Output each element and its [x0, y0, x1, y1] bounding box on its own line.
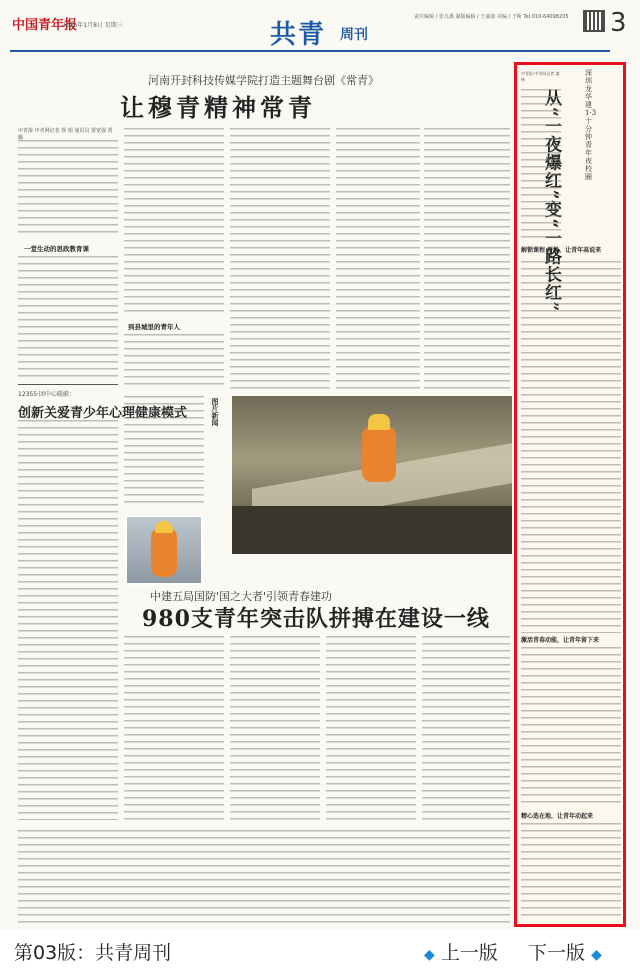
- article-text-column: [124, 128, 224, 314]
- article-text-column: [521, 89, 561, 239]
- article-text-column: [124, 636, 224, 822]
- article-text-column: [124, 396, 204, 508]
- previous-page-label: 上一版: [440, 942, 498, 964]
- article-text-column: [230, 128, 330, 390]
- sidebar-subhead: 解锁课程 晋级，让青年高说来: [521, 247, 602, 254]
- article-text-column: [18, 420, 118, 820]
- article-text-column: [326, 636, 416, 822]
- featured-sidebar-article[interactable]: [514, 62, 626, 927]
- qr-code-icon: [583, 10, 605, 32]
- current-page-label: 第03版：共青周刊: [14, 942, 172, 964]
- box-article-title: 创新关爱青少年心理健康模式: [18, 406, 188, 421]
- previous-page-link[interactable]: [424, 938, 498, 965]
- section-subtitle: 周刊: [340, 27, 368, 43]
- article-text-column: [422, 636, 510, 822]
- photo-news-tag: 图片新闻: [211, 398, 219, 426]
- next-page-label: 下一版: [528, 942, 586, 964]
- article-subhead: 一堂生动的思政教育课: [24, 245, 89, 253]
- arrow-left-icon: ◆: [424, 947, 435, 963]
- sidebar-subhead: 激活青春动能，让青年留下来: [521, 637, 600, 644]
- page-footer: [0, 930, 640, 970]
- article-text-column: [521, 261, 621, 633]
- article-text-column: [336, 128, 420, 390]
- article-text-column: [18, 256, 118, 380]
- article-text-column: [521, 647, 621, 807]
- next-page-link[interactable]: [528, 938, 602, 965]
- article-text-column: [124, 334, 224, 390]
- masthead: [0, 0, 640, 56]
- main-article-byline: 中青报·中青网记者 徐 娟 通讯员 贾宽强 贾 璐: [18, 128, 113, 141]
- inset-photo: [125, 515, 203, 585]
- sidebar-subhead: 精心选在地，让青年动起来: [521, 813, 594, 820]
- photo-caption-kicker: 中建五局国防'国之大者'引领青春建功: [150, 590, 333, 603]
- newspaper-logo: 中国青年报: [12, 18, 78, 33]
- article-text-column: [18, 830, 510, 924]
- photo-caption-headline: 980支青年突击队拼搏在建设一线: [142, 606, 490, 632]
- news-photo: [232, 396, 512, 554]
- article-text-column: [18, 140, 118, 238]
- main-article-headline: 让穆青精神常青: [120, 93, 316, 122]
- box-divider: [18, 384, 118, 385]
- sidebar-headline: 从“一夜爆红”变“一路长红”: [541, 89, 561, 313]
- arrow-right-icon: ◆: [591, 947, 602, 963]
- issue-date: 2025年1月8日 星期三: [62, 22, 123, 29]
- masthead-divider: [10, 50, 610, 52]
- article-text-column: [521, 823, 621, 921]
- article-text-column: [424, 128, 510, 390]
- article-subhead: 到县城里的青年人: [128, 323, 180, 331]
- box-article-kicker: 12355·团中心暖蔚：: [18, 391, 75, 398]
- main-article-kicker: 河南开封科技传媒学院打造主题舞台剧《常青》: [148, 74, 379, 87]
- sidebar-kicker: 深圳龙华建1·3十分钟青年夜校圈: [585, 69, 597, 181]
- section-title: 共青: [270, 20, 327, 50]
- editor-info: 责任编辑 / 张凡溪 制版编辑 / 王丽波 美编 / 王斯 Tel:010-64098205: [414, 14, 569, 20]
- page-number: 3: [610, 8, 627, 38]
- article-text-column: [230, 636, 320, 822]
- sidebar-byline: 中青报·中青网记者 翁 杨: [521, 71, 560, 82]
